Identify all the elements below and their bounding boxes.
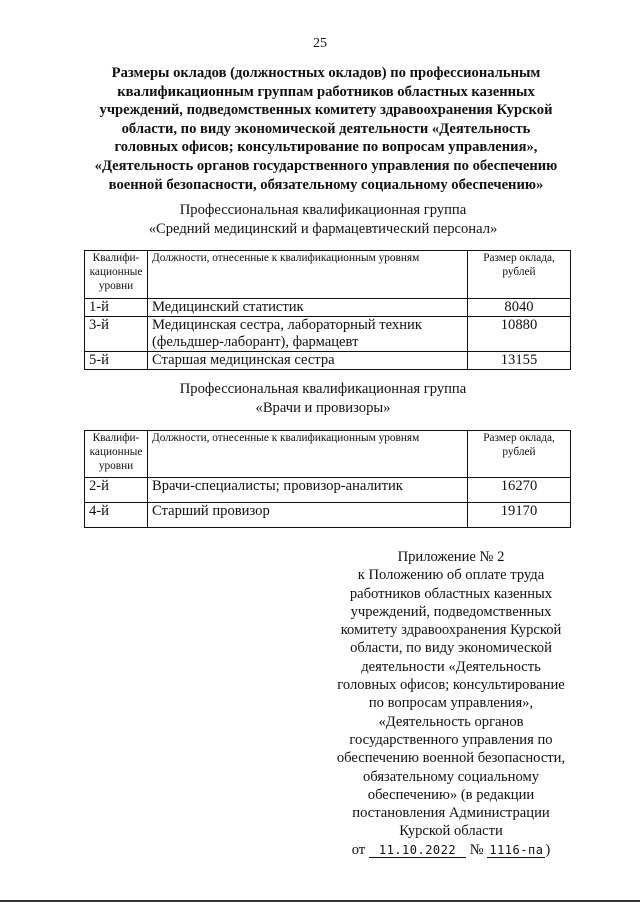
- appendix-line: комитету здравоохранения Курской: [340, 622, 562, 639]
- column-header-salary: Размер оклада, рублей: [468, 251, 571, 299]
- appendix-line: по вопросам управления»,: [368, 695, 534, 712]
- appendix-line: постановления Администрации: [352, 805, 550, 822]
- cell-salary: 19170: [468, 503, 571, 528]
- title-line: «Деятельность органов государственного управления по обеспечению: [94, 157, 558, 174]
- group-heading-line: Профессиональная квалификационная группа: [179, 381, 467, 397]
- table-header-row: [85, 251, 571, 299]
- appendix-line: государственного управления по: [349, 731, 553, 748]
- table-row: [85, 317, 571, 352]
- title-line: Размеры окладов (должностных окладов) по профессиональным: [111, 65, 541, 81]
- cell-positions: Врачи-специалисты; провизор-аналитик: [148, 478, 468, 503]
- appendix-line: деятельности «Деятельность: [361, 658, 541, 675]
- number-prefix: №: [469, 841, 484, 858]
- title-line: области, по виду экономической деятельности «Деятельность: [121, 120, 531, 137]
- cell-level: 4-й: [85, 503, 148, 528]
- cell-salary: 16270: [468, 478, 571, 503]
- table-row: [85, 299, 571, 317]
- table-header-row: [85, 431, 571, 478]
- cell-salary: 10880: [468, 317, 571, 352]
- column-header-salary: Размер оклада, рублей: [468, 431, 571, 478]
- cell-positions: Старший провизор: [148, 503, 468, 528]
- group-heading-line: Профессиональная квалификационная группа: [179, 202, 467, 218]
- table-row: [85, 478, 571, 503]
- resolution-date: 11.10.2022: [369, 843, 466, 858]
- closing-paren: ): [545, 841, 551, 858]
- appendix-line: к Положению об оплате труда: [357, 567, 545, 584]
- cell-level: 5-й: [85, 352, 148, 370]
- cell-positions: Старшая медицинская сестра: [148, 352, 468, 370]
- page-number: 25: [313, 36, 327, 51]
- cell-positions: Медицинская сестра, лабораторный техник (фельдшер-лаборант), фармацевт: [148, 317, 468, 352]
- column-header-positions: Должности, отнесенные к квалификационным уровням: [148, 431, 468, 478]
- appendix-line: области, по виду экономической: [350, 640, 552, 657]
- cell-level: 1-й: [85, 299, 148, 317]
- resolution-number: 1116-па: [489, 842, 544, 857]
- title-line: учреждений, подведомственных комитету здравоохранения Курской: [99, 102, 553, 119]
- group-heading-line: «Врачи и провизоры»: [255, 399, 391, 416]
- cell-level: 2-й: [85, 478, 148, 503]
- title-line: квалификационным группам работников областных казенных: [117, 83, 535, 100]
- scan-bottom-edge: [0, 900, 640, 902]
- date-prefix: от: [351, 841, 366, 858]
- appendix-line: обязательному социальному: [362, 768, 540, 785]
- document-title: [80, 64, 572, 194]
- appendix-block: [316, 548, 586, 859]
- cell-level: 3-й: [85, 317, 148, 352]
- group-heading-doctors: [0, 380, 640, 417]
- table-row: [85, 352, 571, 370]
- column-header-positions: Должности, отнесенные к квалификационным уровням: [148, 251, 468, 299]
- column-header-level: Квалифи-кационные уровни: [85, 251, 148, 299]
- appendix-line: Приложение № 2: [397, 549, 505, 565]
- salary-table-nursing: [84, 250, 571, 370]
- table-row: [85, 503, 571, 528]
- appendix-line: обеспечению военной безопасности,: [336, 750, 566, 767]
- appendix-date-line: [316, 841, 586, 859]
- group-heading-line: «Средний медицинский и фармацевтический персонал»: [148, 220, 498, 237]
- appendix-line: работников областных казенных: [349, 585, 553, 602]
- appendix-line: учреждений, подведомственных: [350, 603, 552, 620]
- cell-positions: Медицинский статистик: [148, 299, 468, 317]
- group-heading-nursing: [0, 201, 640, 238]
- title-line: военной безопасности, обязательному социальному обеспечению»: [108, 176, 544, 193]
- appendix-line: «Деятельность органов: [378, 713, 524, 730]
- appendix-line: обеспечению» (в редакции: [367, 786, 535, 803]
- title-line: головных офисов; консультирование по вопросам управления»,: [114, 139, 538, 156]
- cell-salary: 13155: [468, 352, 571, 370]
- appendix-line: Курской области: [399, 823, 503, 840]
- salary-table-doctors: [84, 430, 571, 528]
- appendix-line: головных офисов; консультирование: [337, 677, 565, 694]
- cell-salary: 8040: [468, 299, 571, 317]
- column-header-level: Квалифи-кационные уровни: [85, 431, 148, 478]
